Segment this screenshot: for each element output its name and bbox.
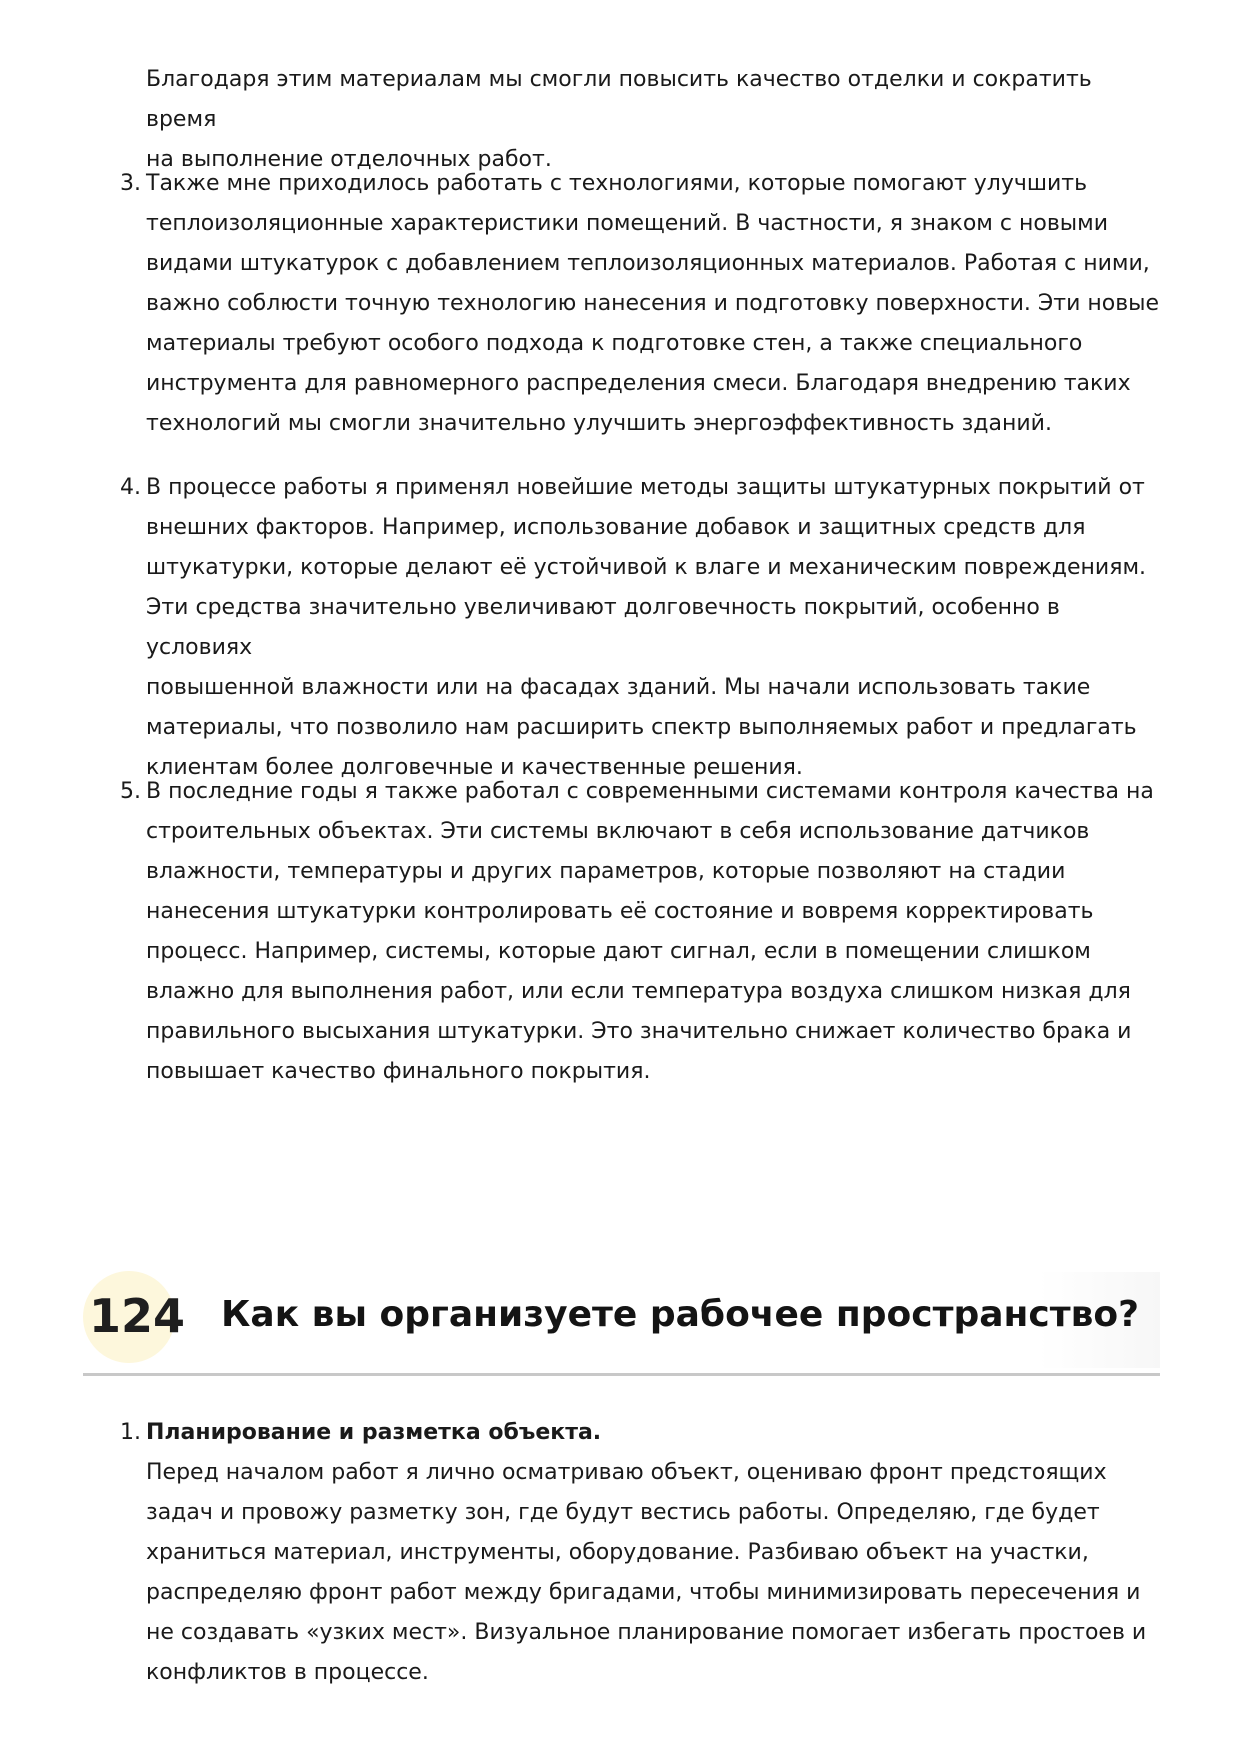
list-number: 1. — [120, 1420, 141, 1445]
text-line: повышает качество финального покрытия. — [146, 1059, 651, 1084]
list-item-5 — [146, 772, 1166, 1092]
text-line: видами штукатурок с добавлением теплоизоляционных материалов. Работая с ними, — [146, 251, 1150, 276]
section-title: Как вы организуете рабочее пространство? — [221, 1294, 1139, 1335]
item-title: Планирование и разметка объекта. — [146, 1420, 602, 1445]
text-line: Благодаря этим материалам мы смогли повысить качество отделки и сократить время — [146, 67, 1092, 132]
text-line: В процессе работы я применял новейшие методы защиты штукатурных покрытий от — [146, 475, 1145, 500]
text-line: теплоизоляционные характеристики помещений. В частности, я знаком с новыми — [146, 211, 1109, 236]
continuation-paragraph — [146, 60, 1166, 180]
text-line: материалы, что позволило нам расширить спектр выполняемых работ и предлагать — [146, 715, 1137, 740]
list-number: 3. — [120, 171, 141, 196]
text-line: влажно для выполнения работ, или если температура воздуха слишком низкая для — [146, 979, 1131, 1004]
text-line: влажности, температуры и других параметров, которые позволяют на стадии — [146, 859, 1066, 884]
section-header — [83, 1266, 1160, 1378]
text-line: внешних факторов. Например, использование добавок и защитных средств для — [146, 515, 1086, 540]
list-number: 4. — [120, 475, 141, 500]
text-line: конфликтов в процессе. — [146, 1660, 429, 1685]
section-number: 124 — [89, 1289, 186, 1343]
text-line: инструмента для равномерного распределения смеси. Благодаря внедрению таких — [146, 371, 1131, 396]
list-item-3 — [146, 164, 1166, 444]
text-line: правильного высыхания штукатурки. Это значительно снижает количество брака и — [146, 1019, 1132, 1044]
text-line: задач и провожу разметку зон, где будут вестись работы. Определяю, где будет — [146, 1500, 1100, 1525]
text-line: строительных объектах. Эти системы включают в себя использование датчиков — [146, 819, 1090, 844]
section-item-1 — [146, 1413, 1166, 1693]
text-line: Также мне приходилось работать с технологиями, которые помогают улучшить — [146, 171, 1088, 196]
text-line: Перед началом работ я лично осматриваю объект, оцениваю фронт предстоящих — [146, 1460, 1107, 1485]
text-line: распределяю фронт работ между бригадами, чтобы минимизировать пересечения и — [146, 1580, 1141, 1605]
text-line: нанесения штукатурки контролировать её состояние и вовремя корректировать — [146, 899, 1094, 924]
text-line: храниться материал, инструменты, оборудование. Разбиваю объект на участки, — [146, 1540, 1089, 1565]
text-line: Эти средства значительно увеличивают долговечность покрытий, особенно в условиях — [146, 595, 1060, 660]
text-line: технологий мы смогли значительно улучшить энергоэффективность зданий. — [146, 411, 1052, 436]
text-line: процесс. Например, системы, которые дают сигнал, если в помещении слишком — [146, 939, 1091, 964]
text-line: на выполнение отделочных работ. — [146, 147, 552, 172]
list-number: 5. — [120, 779, 141, 804]
text-line: повышенной влажности или на фасадах зданий. Мы начали использовать такие — [146, 675, 1091, 700]
text-line: материалы требуют особого подхода к подготовке стен, а также специального — [146, 331, 1083, 356]
text-line: штукатурки, которые делают её устойчивой к влаге и механическим повреждениям. — [146, 555, 1147, 580]
text-line: не создавать «узких мест». Визуальное планирование помогает избегать простоев и — [146, 1620, 1147, 1645]
list-item-4 — [146, 468, 1166, 788]
text-line: В последние годы я также работал с современными системами контроля качества на — [146, 779, 1154, 804]
text-line: важно соблюсти точную технологию нанесения и подготовку поверхности. Эти новые — [146, 291, 1160, 316]
text-line: клиентам более долговечные и качественные решения. — [146, 755, 803, 780]
section-divider — [83, 1373, 1160, 1376]
